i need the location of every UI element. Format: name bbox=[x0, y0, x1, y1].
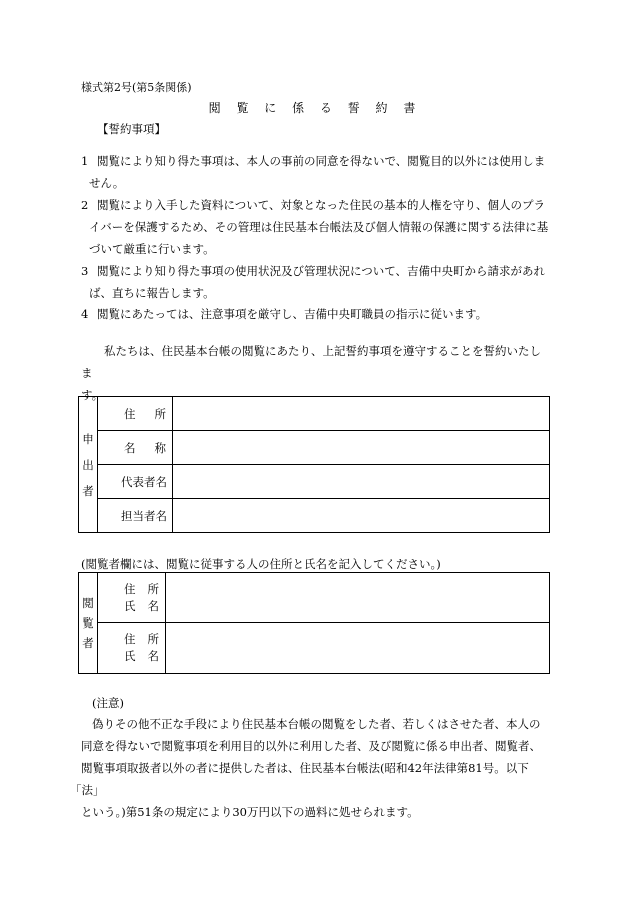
item-text: イバーを保護するため、その管理は住民基本台帳法及び個人情報の保護に関する法律に基 bbox=[89, 220, 549, 234]
viewer-table bbox=[78, 572, 550, 674]
contact-person-label: 担 当 者 名 bbox=[98, 499, 173, 533]
pledge-item-3 bbox=[81, 260, 551, 304]
pledge-item-1 bbox=[81, 150, 551, 194]
contact-person-field[interactable] bbox=[173, 499, 550, 533]
item-number: 2 bbox=[81, 198, 89, 212]
caution-line: という。)第51条の規定により30万円以下の過料に処せられます。 bbox=[81, 805, 419, 819]
representative-field[interactable] bbox=[173, 465, 550, 499]
item-number: 3 bbox=[81, 264, 89, 278]
caution-line: 閲覧事項取扱者以外の者に提供した者は、住民基本台帳法(昭和42年法律第81号。以下「法」 bbox=[70, 761, 529, 797]
item-text: 閲覧により知り得た事項は、本人の事前の同意を得ないで、閲覧目的以外には使用しま bbox=[97, 154, 546, 168]
declaration-line: 私たちは、住民基本台帳の閲覧にあたり、上記誓約事項を遵守することを誓約いたしま bbox=[81, 344, 541, 380]
side-char: 閲 bbox=[82, 596, 94, 610]
viewer-2-field[interactable] bbox=[166, 623, 550, 674]
caution-line: 同意を得ないで閲覧事項を利用目的以外に利用した者、及び閲覧に係る申出者、閲覧者、 bbox=[81, 739, 541, 753]
applicant-table bbox=[78, 396, 550, 533]
side-char: 者 bbox=[82, 636, 94, 650]
item-text: づいて厳重に行います。 bbox=[89, 242, 215, 256]
side-char: 申 bbox=[82, 431, 94, 446]
side-char: 者 bbox=[82, 483, 94, 498]
viewer-1-field[interactable] bbox=[166, 573, 550, 623]
viewer-side-label bbox=[79, 573, 98, 674]
applicant-side-label bbox=[79, 397, 98, 533]
viewer-note: (閲覧者欄には、閲覧に従事する人の住所と氏名を記入してください。) bbox=[81, 557, 441, 571]
form-number: 様式第2号(第5条関係) bbox=[81, 81, 192, 94]
viewer-2-label: 住 所 氏 名 bbox=[98, 623, 166, 674]
applicant-address-field[interactable] bbox=[173, 397, 550, 431]
representative-label: 代 表 者 名 bbox=[98, 465, 173, 499]
pledge-item-4 bbox=[81, 303, 551, 325]
applicant-name-field[interactable] bbox=[173, 431, 550, 465]
viewer-1-label: 住 所 氏 名 bbox=[98, 573, 166, 623]
applicant-address-label: 住 所 bbox=[98, 397, 173, 431]
section-heading: 【誓約事項】 bbox=[97, 122, 166, 136]
applicant-name-label: 名 称 bbox=[98, 431, 173, 465]
item-number: 1 bbox=[81, 154, 89, 168]
pledge-item-2 bbox=[81, 194, 551, 260]
item-text: 閲覧により入手した資料について、対象となった住民の基本的人権を守り、個人のプラ bbox=[97, 198, 546, 212]
caution-body bbox=[70, 713, 551, 823]
declaration-line: す。 bbox=[81, 388, 104, 402]
item-number: 4 bbox=[81, 307, 89, 321]
document-title: 閲 覧 に 係 る 誓 約 書 bbox=[208, 101, 422, 115]
side-char: 覧 bbox=[82, 616, 94, 630]
side-char: 出 bbox=[82, 457, 94, 472]
caution-line: 偽りその他不正な手段により住民基本台帳の閲覧をした者、若しくはさせた者、本人の bbox=[92, 717, 541, 731]
item-text: 閲覧にあたっては、注意事項を厳守し、吉備中央町職員の指示に従います。 bbox=[97, 307, 488, 321]
item-text: 閲覧により知り得た事項の使用状況及び管理状況について、吉備中央町から請求があれ bbox=[97, 264, 546, 278]
caution-heading: (注意) bbox=[92, 696, 124, 710]
item-text: ば、直ちに報告します。 bbox=[89, 286, 215, 300]
item-text: せん。 bbox=[89, 176, 125, 190]
